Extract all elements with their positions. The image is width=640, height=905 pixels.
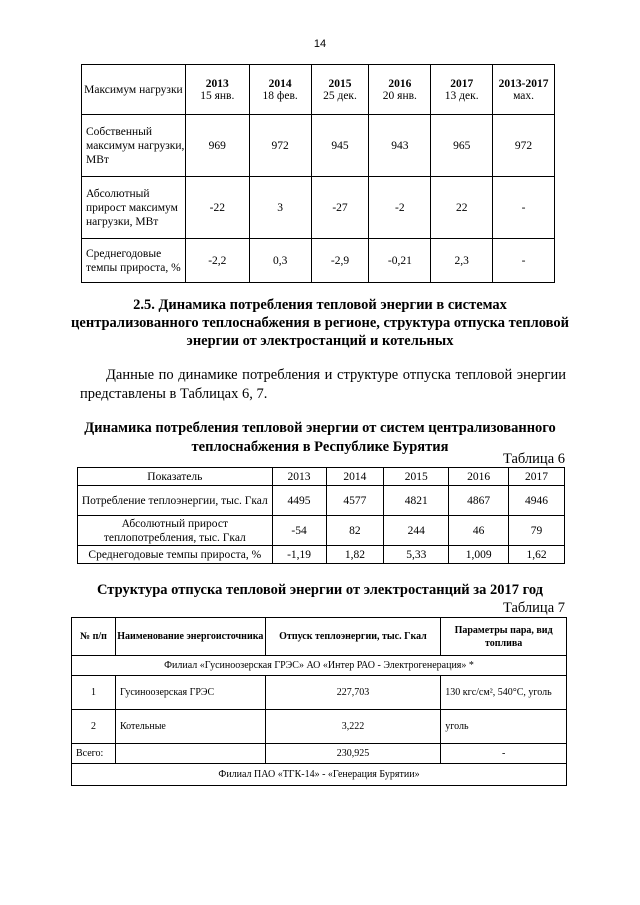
header-cell: 2014 [326,468,384,486]
params-cell: 130 кгс/см², 540°С, уголь [441,676,567,710]
total-params: - [441,744,567,764]
total-label: Всего: [72,744,116,764]
row-label: Абсолютный прирост максимум нагрузки, МВт [82,177,186,239]
cell: 5,33 [384,546,449,564]
cell: 4577 [326,486,384,516]
cell: 1,62 [509,546,565,564]
table-row [82,239,555,283]
cell: 244 [384,516,449,546]
cell: -1,19 [272,546,326,564]
header-cell: 2013-2017 мах. [493,65,555,115]
output-value: 3,222 [265,710,441,744]
page-number: 14 [313,38,327,50]
table-group-row [72,656,567,676]
table-group-row [72,764,567,786]
cell: 0,3 [249,239,311,283]
table-row [72,710,567,744]
header-cell: 2017 [509,468,565,486]
header-label: Максимум нагрузки [82,65,186,115]
params-cell: уголь [441,710,567,744]
cell: -0,21 [369,239,431,283]
cell: -27 [311,177,369,239]
cell: -2,2 [185,239,249,283]
paragraph-text: Данные по динамике потребления и структуре отпуска тепловой энергии представлены в Таблицах 6, 7. [80,367,566,402]
row-label: Среднегодовые темпы прироста, % [82,239,186,283]
table-header-row [72,618,567,656]
table-header-row [78,468,565,486]
row-number: 1 [72,676,116,710]
header-cell: Наименование энергоисточника [115,618,265,656]
table-row [82,177,555,239]
empty-cell [115,744,265,764]
body-paragraph [80,366,566,404]
header-cell: 2013 [272,468,326,486]
cell: 945 [311,115,369,177]
header-cell: Параметры пара, вид топлива [441,618,567,656]
header-cell: № п/п [72,618,116,656]
cell: -2,9 [311,239,369,283]
source-name: Котельные [115,710,265,744]
row-label: Собственный максимум нагрузки, МВт [82,115,186,177]
row-label: Абсолютный прирост теплопотребления, тыс. Гкал [78,516,273,546]
heat-consumption-table [77,467,565,564]
header-cell: 2016 20 янв. [369,65,431,115]
total-value: 230,925 [265,744,441,764]
table-row [82,115,555,177]
heat-output-structure-table [71,617,567,786]
header-cell: 2013 15 янв. [185,65,249,115]
row-label: Потребление теплоэнергии, тыс. Гкал [78,486,273,516]
header-cell: Отпуск теплоэнергии, тыс. Гкал [265,618,441,656]
cell: 972 [493,115,555,177]
header-cell: 2017 13 дек. [431,65,493,115]
header-cell: 2016 [449,468,509,486]
source-name: Гусиноозерская ГРЭС [115,676,265,710]
cell: 82 [326,516,384,546]
table-row [78,486,565,516]
cell: - [493,177,555,239]
cell: 4867 [449,486,509,516]
cell: 1,009 [449,546,509,564]
header-cell: 2015 25 дек. [311,65,369,115]
header-cell: 2014 18 фев. [249,65,311,115]
cell: 79 [509,516,565,546]
cell: 2,3 [431,239,493,283]
output-value: 227,703 [265,676,441,710]
table-row [78,546,565,564]
cell: -54 [272,516,326,546]
cell: 3 [249,177,311,239]
cell: 1,82 [326,546,384,564]
section-title: 2.5. Динамика потребления тепловой энергии в системах централизованного теплоснабжения в регионе, структура отпуска тепловой энергии от электростанций и котельных [71,297,569,349]
table6-title: Динамика потребления тепловой энергии от систем централизованного теплоснабжения в Республике Бурятия [84,420,556,455]
table6-caption: Таблица 6 [502,451,565,467]
cell: -2 [369,177,431,239]
cell: 4495 [272,486,326,516]
cell: 965 [431,115,493,177]
cell: -22 [185,177,249,239]
cell: 22 [431,177,493,239]
table-row [78,516,565,546]
cell: 943 [369,115,431,177]
table7-title: Структура отпуска тепловой энергии от электростанций за 2017 год [97,582,543,598]
group-label: Филиал «Гусиноозерская ГРЭС» АО «Интер РАО - Электрогенерация» * [72,656,567,676]
cell: 972 [249,115,311,177]
cell: - [493,239,555,283]
max-load-table [81,64,555,283]
row-number: 2 [72,710,116,744]
cell: 4946 [509,486,565,516]
cell: 4821 [384,486,449,516]
header-cell: 2015 [384,468,449,486]
table7-caption: Таблица 7 [502,600,565,616]
table-row [72,676,567,710]
group-label: Филиал ПАО «ТГК-14» - «Генерация Бурятии» [72,764,567,786]
header-cell: Показатель [78,468,273,486]
table-header-row [82,65,555,115]
table-total-row [72,744,567,764]
cell: 969 [185,115,249,177]
row-label: Среднегодовые темпы прироста, % [78,546,273,564]
cell: 46 [449,516,509,546]
